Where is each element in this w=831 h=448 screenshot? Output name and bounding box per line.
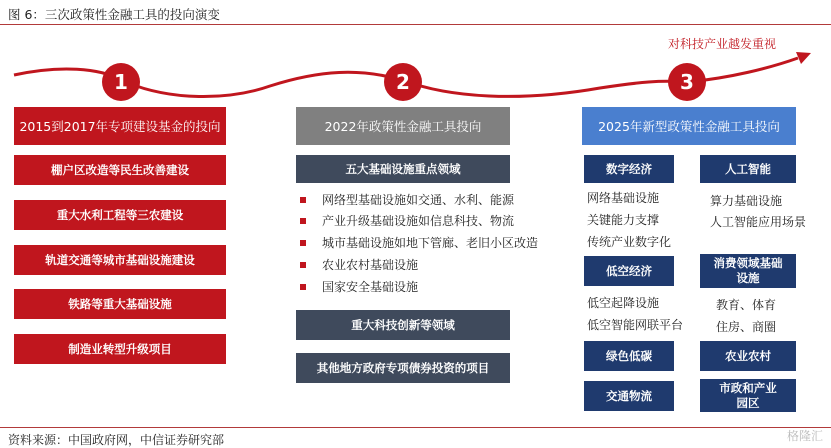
trend-label: 对科技产业越发重视 xyxy=(668,37,777,51)
stage-3-category: 农业农村 xyxy=(700,341,796,371)
top-divider xyxy=(0,24,831,25)
stage-3-number: 3 xyxy=(668,63,706,101)
stage-1-item: 制造业转型升级项目 xyxy=(14,334,226,364)
stage-2-bullet: 国家安全基础设施 xyxy=(300,278,418,295)
stage-3-category: 低空经济 xyxy=(584,256,674,286)
stage-1-item: 棚户区改造等民生改善建设 xyxy=(14,155,226,185)
stage-2-group-label: 五大基础设施重点领域 xyxy=(296,155,510,183)
stage-3-sub-item: 低空起降设施 xyxy=(587,296,660,310)
stage-3-category: 市政和产业园区 xyxy=(700,379,796,412)
stage-3-sub-item: 住房、商圈 xyxy=(716,320,777,334)
stage-3-category: 交通物流 xyxy=(584,381,674,411)
stage-2-bullet: 城市基础设施如地下管廊、老旧小区改造 xyxy=(300,234,538,251)
stage-3-sub-item: 低空智能网联平台 xyxy=(587,318,684,332)
stage-2-header: 2022年政策性金融工具投向 xyxy=(296,107,510,145)
stage-1-item: 铁路等重大基础设施 xyxy=(14,289,226,319)
figure-title: 图 6：三次政策性金融工具的投向演变 xyxy=(8,7,220,22)
stage-1-item: 重大水利工程等三农建设 xyxy=(14,200,226,230)
bullet-square-icon xyxy=(300,218,306,224)
stage-2-extra-box: 其他地方政府专项债券投资的项目 xyxy=(296,353,510,383)
bullet-square-icon xyxy=(300,262,306,268)
stage-1-header: 2015到2017年专项建设基金的投向 xyxy=(14,107,226,145)
stage-3-sub-item: 算力基础设施 xyxy=(710,194,783,208)
source-note: 资料来源：中国政府网，中信证券研究部 xyxy=(8,433,225,447)
stage-2-extra-box: 重大科技创新等领域 xyxy=(296,310,510,340)
bullet-square-icon xyxy=(300,197,306,203)
watermark: 格隆汇 xyxy=(786,429,823,443)
stage-3-sub-item: 传统产业数字化 xyxy=(587,235,672,249)
bottom-divider xyxy=(0,427,831,428)
stage-3-category: 人工智能 xyxy=(700,155,796,183)
stage-3-sub-item: 网络基础设施 xyxy=(587,191,660,205)
bullet-square-icon xyxy=(300,284,306,290)
stage-3-header: 2025年新型政策性金融工具投向 xyxy=(582,107,796,145)
bullet-square-icon xyxy=(300,240,306,246)
stage-1-number: 1 xyxy=(102,63,140,101)
stage-2-bullet: 产业升级基础设施如信息科技、物流 xyxy=(300,212,514,229)
stage-2-bullet: 农业农村基础设施 xyxy=(300,256,418,273)
stage-3-category: 绿色低碳 xyxy=(584,341,674,371)
stage-2-number: 2 xyxy=(384,63,422,101)
stage-1-item: 轨道交通等城市基础设施建设 xyxy=(14,245,226,275)
stage-3-category: 消费领域基础设施 xyxy=(700,254,796,288)
stage-3-sub-item: 教育、体育 xyxy=(716,298,777,312)
stage-2-bullet: 网络型基础设施如交通、水利、能源 xyxy=(300,191,514,208)
stage-3-sub-item: 人工智能应用场景 xyxy=(710,215,807,229)
stage-3-sub-item: 关键能力支撑 xyxy=(587,213,660,227)
stage-3-category: 数字经济 xyxy=(584,155,674,183)
